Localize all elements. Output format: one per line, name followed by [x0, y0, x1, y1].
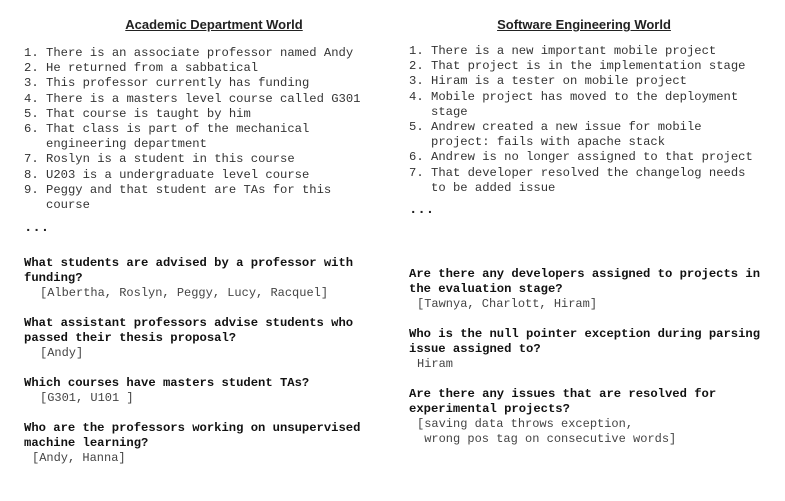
question: What students are advised by a professor with funding?	[24, 256, 354, 285]
question: Who are the professors working on unsupervised machine learning?	[24, 421, 361, 450]
fact-item: 3. This professor currently has funding	[24, 76, 310, 91]
qa-block	[409, 387, 779, 447]
fact-item: 4. There is a masters level course called G301	[24, 91, 361, 106]
answer: [Andy, Hanna]	[32, 451, 126, 465]
fact-item: 4. Mobile project has moved to the deployment stage	[409, 89, 739, 119]
fact-item: 6. Andrew is no longer assigned to that project	[409, 150, 753, 165]
answer: [Albertha, Roslyn, Peggy, Lucy, Racquel]	[40, 286, 329, 300]
academic-world-title: Academic Department World	[125, 17, 303, 32]
fact-item: 8. U203 is a undergraduate level course	[24, 167, 310, 182]
fact-item: 7. Roslyn is a student in this course	[24, 152, 295, 167]
academic-ellipsis: ...	[24, 220, 50, 236]
qa-block	[24, 316, 374, 361]
fact-item: 5. Andrew created a new issue for mobile project: fails with apache stack	[409, 120, 702, 150]
qa-block	[409, 267, 779, 312]
fact-item: 5. That course is taught by him	[24, 106, 251, 121]
question: What assistant professors advise students who passed their thesis proposal?	[24, 316, 354, 345]
software-facts-list	[409, 44, 769, 196]
answer: [saving data throws exception, wrong pos tag on consecutive words]	[417, 417, 677, 446]
qa-block	[24, 256, 374, 301]
qa-block	[24, 376, 374, 406]
qa-block	[409, 327, 779, 372]
academic-facts-list	[24, 46, 369, 213]
answer: [G301, U101 ]	[40, 391, 134, 405]
fact-item: 9. Peggy and that student are TAs for this course	[24, 182, 332, 213]
fact-item: 2. He returned from a sabbatical	[24, 61, 259, 76]
fact-item: 7. That developer resolved the changelog needs to be added issue	[409, 165, 746, 195]
question: Who is the null pointer exception during parsing issue assigned to?	[409, 327, 761, 356]
fact-item: 1. There is a new important mobile project	[409, 44, 717, 58]
answer: [Andy]	[40, 346, 84, 360]
fact-item: 6. That class is part of the mechanical engineering department	[24, 122, 310, 152]
software-world-title: Software Engineering World	[497, 17, 671, 32]
fact-item: 1. There is an associate professor named Andy	[24, 46, 354, 60]
question: Are there any developers assigned to projects in the evaluation stage?	[409, 267, 761, 296]
fact-item: 3. Hiram is a tester on mobile project	[409, 74, 687, 89]
software-ellipsis: ...	[409, 202, 435, 218]
answer: [Tawnya, Charlott, Hiram]	[417, 297, 598, 311]
answer: Hiram	[417, 357, 454, 371]
fact-item: 2. That project is in the implementation stage	[409, 59, 746, 74]
question: Which courses have masters student TAs?	[24, 376, 310, 390]
question: Are there any issues that are resolved for experimental projects?	[409, 387, 717, 416]
qa-block	[24, 421, 389, 466]
